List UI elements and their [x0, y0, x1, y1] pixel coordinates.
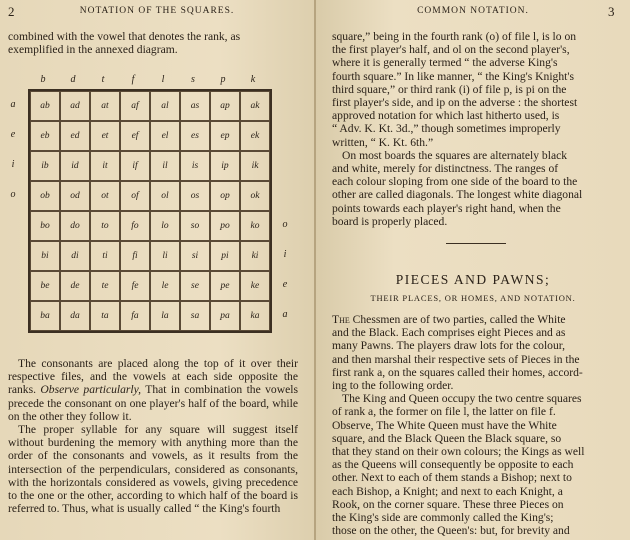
text-line: the King's side are commonly called the King's;	[332, 511, 554, 525]
rank-label: a	[10, 99, 16, 110]
text-line: exemplified in the annexed diagram.	[8, 43, 178, 57]
rank-label: i	[11, 159, 15, 170]
board-square: pi	[210, 241, 240, 271]
board-square: of	[120, 181, 150, 211]
board-square: at	[90, 91, 120, 121]
text-line: third square,” or third rank (i) of file p, is pi on the	[332, 82, 567, 96]
board-square: ad	[60, 91, 90, 121]
board-square: so	[180, 211, 210, 241]
board-square: et	[90, 121, 120, 151]
board-square: lo	[150, 211, 180, 241]
file-label: p	[220, 74, 226, 85]
text-line: other. Next to each of them stands a Bishop; next to	[332, 471, 572, 485]
board-square: pa	[210, 301, 240, 331]
paragraph-text: The proper syllable for any square will suggest itself without burdening the memory with anything more than the order of the consonants and vowels, as it results from the intersection of the perpendiculars, considered as consonants, with the horizontals considered as vowels, giving precedence to the one or the other, according to which half of the board is referred to. Thus, what is usually called “ the King's fourth	[8, 423, 298, 516]
text-line: other are called diagonals. The longest white diagonal	[332, 188, 583, 202]
board-square: ap	[210, 91, 240, 121]
board-square: ti	[90, 241, 120, 271]
board-square: fo	[120, 211, 150, 241]
board-square: it	[90, 151, 120, 181]
board-square: da	[60, 301, 90, 331]
board-square: af	[120, 91, 150, 121]
board-square: ef	[120, 121, 150, 151]
text-line: ing to the following order.	[332, 379, 454, 393]
rank-label: e	[282, 279, 288, 290]
text-line: Chessmen are of two parties, called the White	[349, 313, 566, 326]
page-number: 2	[8, 4, 15, 19]
text-line: “ Adv. K. Kt. 3d.,” though sometimes improperly	[332, 122, 561, 136]
board-square: fi	[120, 241, 150, 271]
board-square: la	[150, 301, 180, 331]
rank-label: i	[283, 249, 287, 260]
board-square: ot	[90, 181, 120, 211]
board-square: ed	[60, 121, 90, 151]
board-square: ka	[240, 301, 270, 331]
text-line: each Bishop, a Knight; and next to each Knight, a	[332, 484, 563, 498]
board-square: bo	[30, 211, 60, 241]
running-head: NOTATION OF THE SQUARES.	[79, 6, 235, 16]
board-square: ak	[240, 91, 270, 121]
board-square: ko	[240, 211, 270, 241]
text-line: Rook, on the corner square. These three Pieces on	[332, 497, 564, 511]
section-heading: PIECES AND PAWNS;	[395, 272, 551, 287]
page-number: 3	[608, 4, 615, 19]
text-line: that they stand on their own colours; the Kings as well	[332, 445, 585, 459]
text-line: board is properly placed.	[332, 214, 448, 228]
text-line: those on the other, the Queen's: but, for brevity and	[332, 524, 570, 538]
board-square: ta	[90, 301, 120, 331]
board-square: sa	[180, 301, 210, 331]
board-square: ep	[210, 121, 240, 151]
board-square: eb	[30, 121, 60, 151]
board-square: ip	[210, 151, 240, 181]
board-square: si	[180, 241, 210, 271]
text-line: many Pawns. The players draw lots for the colour,	[332, 339, 566, 353]
board-square: od	[60, 181, 90, 211]
text-line: where it is generally termed “ the adverse King's	[332, 56, 558, 70]
text-line: each colour sloping from one side of the board to the	[332, 175, 578, 189]
text-line: square,” being in the fourth rank (o) of file l, is lo on	[332, 30, 577, 43]
right-page	[316, 0, 630, 540]
board-square: es	[180, 121, 210, 151]
running-head: COMMON NOTATION.	[417, 6, 529, 16]
notation-board-diagram	[28, 89, 272, 333]
file-label: f	[131, 74, 135, 85]
text-line: On most boards the squares are alternately black	[342, 148, 568, 162]
file-label: k	[250, 74, 256, 85]
text-line: and the Black. Each comprises eight Pieces and as	[332, 326, 566, 340]
board-square: ki	[240, 241, 270, 271]
board-square: al	[150, 91, 180, 121]
board-square: el	[150, 121, 180, 151]
board-square: ik	[240, 151, 270, 181]
board-square: be	[30, 271, 60, 301]
board-square: pe	[210, 271, 240, 301]
intro-text	[8, 30, 298, 56]
board-square: do	[60, 211, 90, 241]
text-line: square, and the Black Queen the Black square, so	[332, 431, 562, 445]
lead-word: The	[332, 313, 350, 326]
rank-label: o	[282, 219, 288, 230]
board-square: li	[150, 241, 180, 271]
file-label: l	[161, 74, 165, 85]
board-square: fa	[120, 301, 150, 331]
board-square: ob	[30, 181, 60, 211]
rank-label: e	[10, 129, 16, 140]
text-line: combined with the vowel that denotes the rank, as	[8, 30, 241, 43]
left-page	[0, 0, 314, 540]
paragraph-text: That in combination the vowels precede the consonant on one player's half of the board, while on the other they follow it.	[8, 383, 298, 423]
board-square: if	[120, 151, 150, 181]
text-line: of rank a, the former on file l, the latter on file f.	[332, 405, 556, 419]
board-square: se	[180, 271, 210, 301]
text-line: Observe, The White Queen must have the White	[332, 418, 557, 432]
text-line: first rank a, on the squares called their homes, accord-	[332, 365, 583, 379]
file-label: b	[40, 74, 46, 85]
board-square: di	[60, 241, 90, 271]
board-square: ok	[240, 181, 270, 211]
text-line: as the Queens will consequently be opposite to each	[332, 458, 574, 472]
board-square: ib	[30, 151, 60, 181]
body-text	[332, 313, 622, 537]
board-square: te	[90, 271, 120, 301]
paragraph-text: The consonants are placed along the top of it over their respective files, and the vowels at each side opposite the ranks.	[8, 357, 298, 397]
board-square: de	[60, 271, 90, 301]
board-square: ek	[240, 121, 270, 151]
board-square: ke	[240, 271, 270, 301]
board-square: os	[180, 181, 210, 211]
body-text	[8, 357, 298, 515]
text-line: the first player's half, and ol on the second player's,	[332, 43, 570, 57]
text-line: and then marshal their respective sets of Pieces in the	[332, 352, 580, 366]
board-square: il	[150, 151, 180, 181]
board-square: po	[210, 211, 240, 241]
board-square: ba	[30, 301, 60, 331]
text-line: written, “ K. Kt. 6th.”	[332, 135, 434, 149]
emphasis-text: Observe particularly,	[40, 383, 142, 397]
section-subheading: THEIR PLACES, OR HOMES, AND NOTATION.	[370, 293, 576, 303]
text-line: first player's side, and ip on the adverse : the shortest	[332, 96, 578, 110]
board-square: is	[180, 151, 210, 181]
file-label: t	[101, 74, 105, 85]
board-square: le	[150, 271, 180, 301]
file-label: s	[191, 74, 195, 85]
text-line: fourth square.” In like manner, “ the King's Knight's	[332, 69, 574, 83]
text-line: and white, merely for distinctness. The ranges of	[332, 162, 559, 176]
rank-label: o	[10, 189, 16, 200]
board-square: ol	[150, 181, 180, 211]
board-square: bi	[30, 241, 60, 271]
rank-label: a	[282, 309, 288, 320]
file-label: d	[70, 74, 76, 85]
board-square: id	[60, 151, 90, 181]
board-square: op	[210, 181, 240, 211]
text-line: The King and Queen occupy the two centre squares	[342, 392, 582, 406]
board-square: fe	[120, 271, 150, 301]
body-text	[332, 30, 622, 228]
board-square: as	[180, 91, 210, 121]
text-line: approved notation for which last hitherto used, is	[332, 109, 560, 123]
section-divider	[446, 243, 506, 244]
text-line: points towards each player's right hand, when the	[332, 201, 561, 215]
board-square: to	[90, 211, 120, 241]
board-square: ab	[30, 91, 60, 121]
